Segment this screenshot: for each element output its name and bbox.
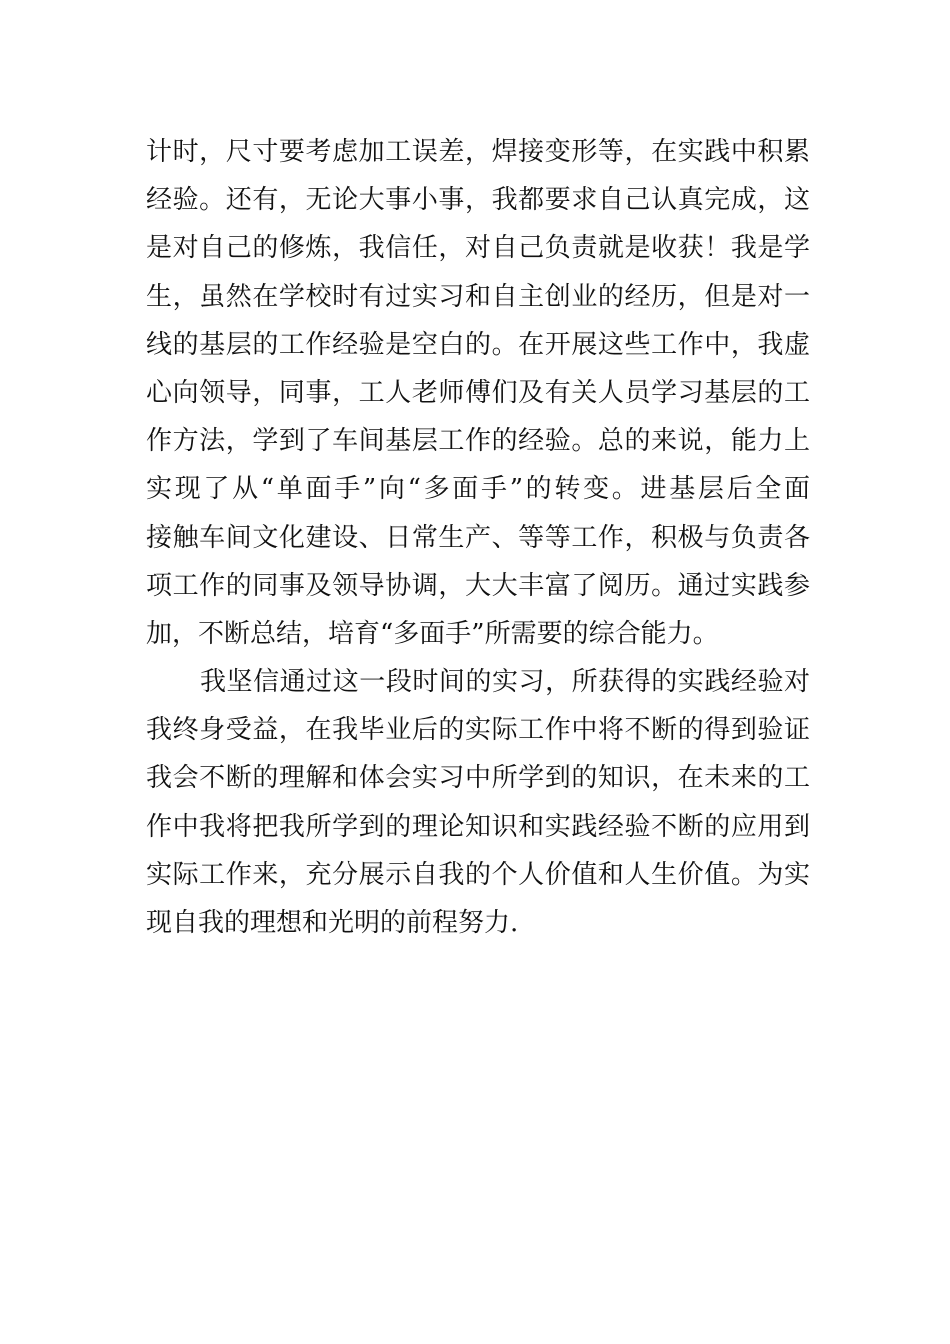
- text-line: 是对自己的修炼，我信任，对自己负责就是收获！我是学: [146, 233, 810, 264]
- paragraph-1: [146, 128, 810, 658]
- text-line: 我坚信通过这一段时间的实习，所获得的实践经验对: [200, 667, 810, 698]
- text-line: 接触车间文化建设、日常生产、等等工作，积极与负责各: [146, 522, 810, 553]
- text-line: 实际工作来，充分展示自我的个人价值和人生价值。为实: [146, 859, 810, 890]
- text-line: 线的基层的工作经验是空白的。在开展这些工作中，我虚: [146, 329, 810, 360]
- text-line: 经验。还有，无论大事小事，我都要求自己认真完成，这: [146, 185, 810, 216]
- text-line: 作方法，学到了车间基层工作的经验。总的来说，能力上: [146, 426, 810, 457]
- text-line: 现自我的理想和光明的前程努力.: [146, 908, 519, 938]
- text-line: 生，虽然在学校时有过实习和自主创业的经历，但是对一: [146, 281, 810, 312]
- text-line: 实现了从“单面手”向“多面手”的转变。进基层后全面: [146, 474, 810, 505]
- paragraph-2: [146, 658, 810, 947]
- text-line: 心向领导，同事，工人老师傅们及有关人员学习基层的工: [146, 377, 810, 408]
- text-line: 作中我将把我所学到的理论知识和实践经验不断的应用到: [146, 811, 810, 842]
- text-line: 我会不断的理解和体会实习中所学到的知识，在未来的工: [146, 763, 810, 794]
- text-line: 计时，尺寸要考虑加工误差，焊接变形等，在实践中积累: [146, 137, 810, 167]
- text-line: 项工作的同事及领导协调，大大丰富了阅历。通过实践参: [146, 570, 810, 601]
- body-text: [146, 128, 810, 947]
- text-line: 我终身受益，在我毕业后的实际工作中将不断的得到验证: [146, 715, 810, 746]
- text-line: 加，不断总结，培育“多面手”所需要的综合能力。: [146, 618, 719, 649]
